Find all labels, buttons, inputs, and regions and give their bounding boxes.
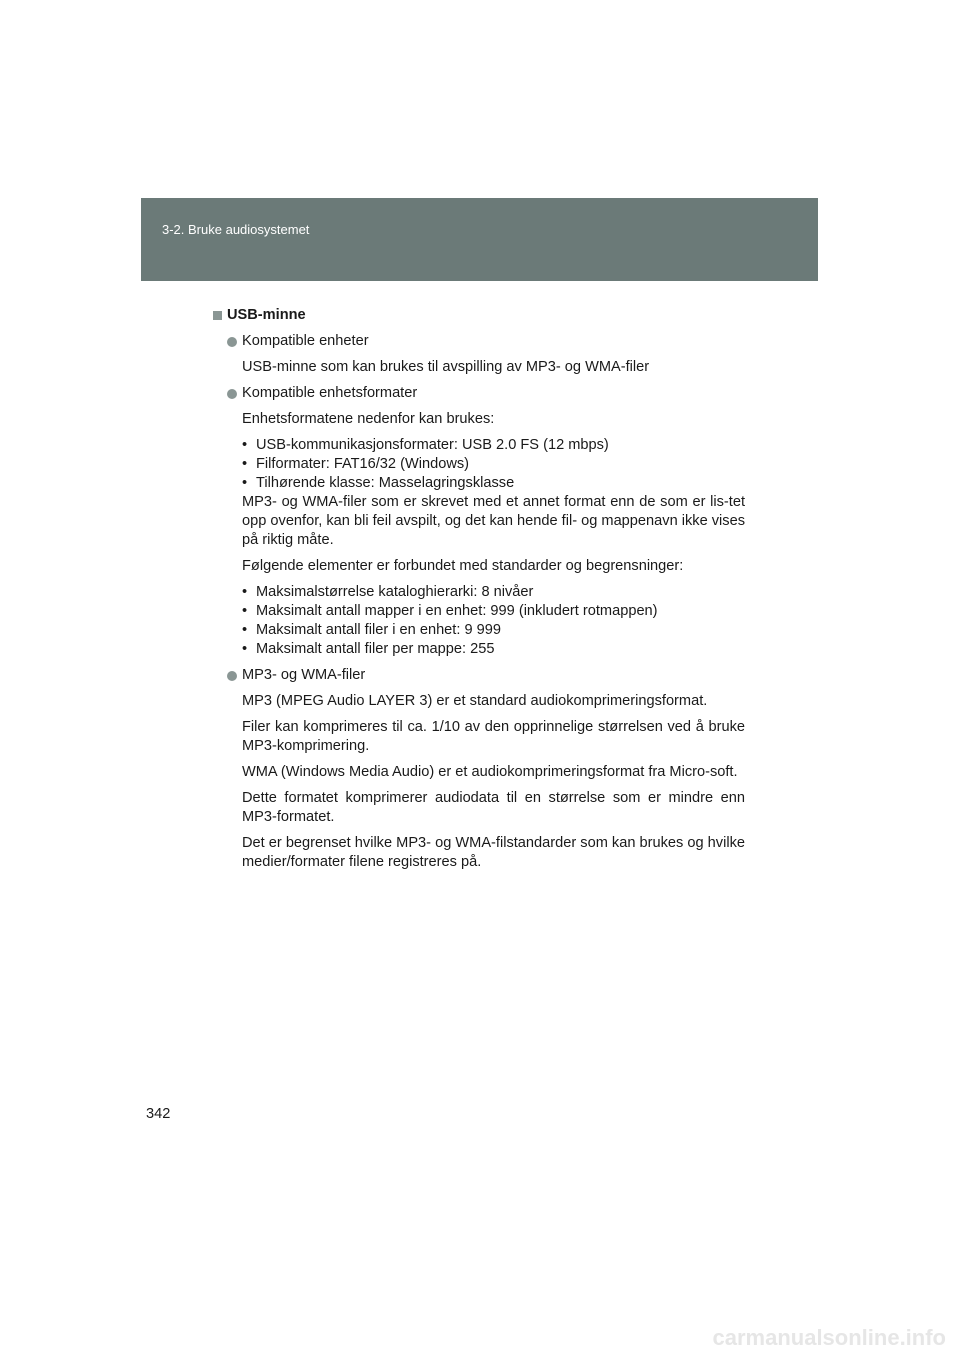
watermark: carmanualsonline.info (712, 1325, 946, 1350)
paragraph: Filer kan komprimeres til ca. 1/10 av den opprinnelige størrelsen ved å bruke MP3-komprimering. (242, 719, 745, 754)
bullet-list (242, 583, 745, 659)
section-title: 3-2. Bruke audiosystemet (162, 222, 310, 237)
paragraph: MP3- og WMA-filer som er skrevet med et annet format enn de som er lis-tet opp ovenfor, kan bli feil avspilt, og det kan hende fil- og mappenavn ikke vises på riktig måte. (242, 494, 745, 548)
item-title: Kompatible enheter (242, 333, 369, 349)
bullet-list (242, 436, 745, 493)
list-item: • Maksimalt antall filer i en enhet: 9 999 (242, 622, 501, 638)
heading-text: USB-minne (227, 307, 306, 323)
item-heading (227, 332, 745, 351)
circle-bullet-icon (227, 389, 237, 399)
section-heading (213, 306, 745, 325)
paragraph: MP3 (MPEG Audio LAYER 3) er et standard audiokomprimeringsformat. (242, 693, 708, 709)
list-item: • Maksimalstørrelse kataloghierarki: 8 nivåer (242, 584, 534, 600)
paragraph: Det er begrenset hvilke MP3- og WMA-filstandarder som kan brukes og hvilke medier/formater filene registreres på. (242, 835, 745, 870)
list-item: • Maksimalt antall mapper i en enhet: 999 (inkludert rotmappen) (242, 603, 658, 619)
paragraph: Dette formatet komprimerer audiodata til en størrelse som er mindre enn MP3-formatet. (242, 790, 745, 825)
item-title: Kompatible enhetsformater (242, 385, 418, 401)
square-bullet-icon (213, 311, 222, 320)
item-heading (227, 384, 745, 403)
paragraph: Følgende elementer er forbundet med standarder og begrensninger: (242, 558, 684, 574)
list-item: • Tilhørende klasse: Masselagringsklasse (242, 475, 515, 491)
item-heading (227, 666, 745, 685)
circle-bullet-icon (227, 671, 237, 681)
section-header-band (141, 198, 818, 281)
circle-bullet-icon (227, 337, 237, 347)
list-item: • USB-kommunikasjonsformater: USB 2.0 FS (12 mbps) (242, 437, 609, 453)
list-item: • Filformater: FAT16/32 (Windows) (242, 456, 470, 472)
paragraph: WMA (Windows Media Audio) er et audiokomprimeringsformat fra Micro-soft. (242, 764, 738, 780)
list-item: • Maksimalt antall filer per mappe: 255 (242, 641, 495, 657)
paragraph: Enhetsformatene nedenfor kan brukes: (242, 411, 495, 427)
page-number: 342 (146, 1106, 171, 1122)
item-title: MP3- og WMA-filer (242, 667, 366, 683)
paragraph: USB-minne som kan brukes til avspilling av MP3- og WMA-filer (242, 359, 650, 375)
main-content (213, 306, 745, 879)
